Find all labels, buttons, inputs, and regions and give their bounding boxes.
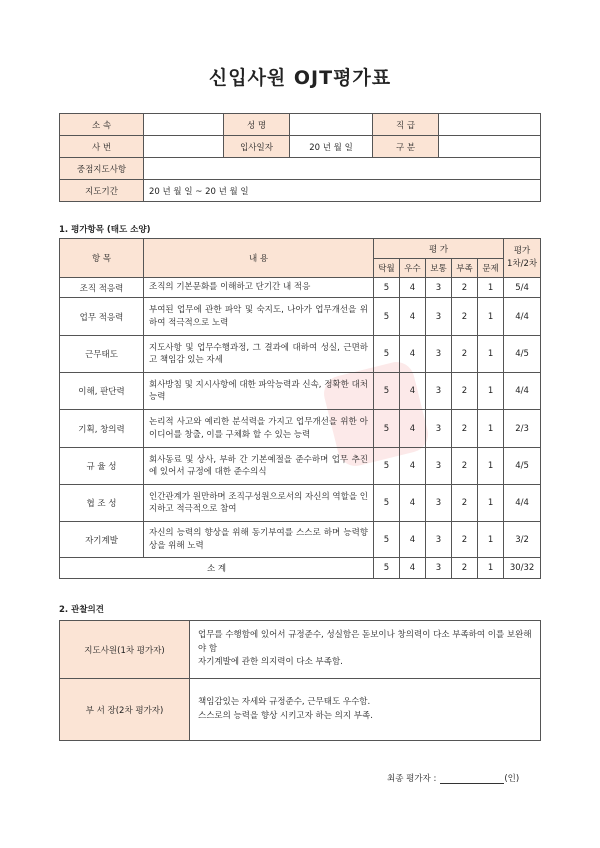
dept-label: 소 속 (60, 114, 144, 136)
eval-scale-value[interactable]: 1 (478, 336, 504, 373)
eval-scale-value[interactable]: 5 (374, 410, 400, 448)
eval-scale-value[interactable]: 2 (452, 410, 478, 448)
comment-line: 책임감있는 자세와 규정준수, 근무태도 우수함. (198, 696, 371, 707)
focus-label: 중점지도사항 (60, 158, 144, 180)
eval-scale-value[interactable]: 5 (374, 336, 400, 373)
eval-scale-value[interactable]: 5 (374, 298, 400, 336)
eval-scale-value[interactable]: 1 (478, 522, 504, 558)
eval-scale-value[interactable]: 2 (452, 298, 478, 336)
final-evaluator (387, 772, 519, 784)
section1-title: 1. 평가항목 (태도 소양) (59, 225, 151, 235)
eval-scale-value[interactable]: 3 (426, 336, 452, 373)
evaluation-table (59, 238, 541, 579)
eval-scale-value[interactable]: 4 (400, 410, 426, 448)
total-scale: 1 (478, 558, 504, 579)
eval-item: 규 율 성 (60, 448, 144, 485)
period-value[interactable]: 20 년 월 일 ~ 20 년 월 일 (144, 180, 541, 202)
category-label: 구 분 (373, 136, 439, 158)
join-date-label: 입사일자 (224, 136, 290, 158)
eval-row (60, 278, 541, 298)
total-label: 소 계 (60, 558, 374, 579)
final-evaluator-label: 최종 평가자 : (387, 774, 437, 784)
eval-scale-value[interactable]: 5 (374, 485, 400, 522)
comment-line: 스스로의 능력을 향상 시키고자 하는 의지 부족. (198, 710, 373, 721)
position-label: 직 급 (373, 114, 439, 136)
signature-line[interactable] (440, 774, 504, 784)
comment-line: 자기계발에 관한 의지력이 다소 부족함. (198, 657, 343, 668)
eval-item: 근무태도 (60, 336, 144, 373)
eval-scale-value[interactable]: 1 (478, 278, 504, 298)
emp-no-label: 사 번 (60, 136, 144, 158)
eval-scale-value[interactable]: 4 (400, 336, 426, 373)
header-item: 항 목 (60, 239, 144, 278)
eval-scale-value[interactable]: 1 (478, 485, 504, 522)
eval-scale-value[interactable]: 4 (400, 298, 426, 336)
eval-score[interactable]: 4/4 (504, 485, 541, 522)
eval-scale-value[interactable]: 4 (400, 448, 426, 485)
eval-item: 협 조 성 (60, 485, 144, 522)
total-scale: 2 (452, 558, 478, 579)
eval-score[interactable]: 4/5 (504, 448, 541, 485)
eval-row (60, 298, 541, 336)
total-scale: 3 (426, 558, 452, 579)
eval-scale-value[interactable]: 4 (400, 522, 426, 558)
eval-scale-value[interactable]: 2 (452, 522, 478, 558)
join-date-value[interactable]: 20 년 월 일 (290, 136, 373, 158)
eval-scale-value[interactable]: 2 (452, 373, 478, 410)
eval-scale-value[interactable]: 4 (400, 278, 426, 298)
eval-scale-value[interactable]: 3 (426, 298, 452, 336)
period-label: 지도기간 (60, 180, 144, 202)
eval-content: 조직의 기본문화를 이해하고 단기간 내 적응 (144, 278, 374, 298)
scale-header: 문제 (478, 259, 504, 278)
dept-value[interactable] (144, 114, 224, 136)
employee-info-table (59, 113, 541, 202)
position-value[interactable] (439, 114, 541, 136)
eval-row (60, 522, 541, 558)
eval-scale-value[interactable]: 5 (374, 522, 400, 558)
eval-scale-value[interactable]: 5 (374, 278, 400, 298)
eval-item: 자기계발 (60, 522, 144, 558)
section2-title: 2. 관찰의견 (59, 605, 104, 615)
eval-score[interactable]: 3/2 (504, 522, 541, 558)
eval-scale-value[interactable]: 1 (478, 373, 504, 410)
eval-content: 부여된 업무에 관한 파악 및 숙지도, 나아가 업무개선을 위하여 적극적으로 노력 (144, 298, 374, 336)
eval-row (60, 373, 541, 410)
eval-scale-value[interactable]: 5 (374, 448, 400, 485)
header-rating: 평 가 (374, 239, 504, 259)
eval-scale-value[interactable]: 1 (478, 410, 504, 448)
eval-scale-value[interactable]: 3 (426, 485, 452, 522)
name-value[interactable] (290, 114, 373, 136)
eval-score[interactable]: 4/4 (504, 373, 541, 410)
eval-row (60, 448, 541, 485)
seal-mark: (인) (504, 774, 520, 784)
total-score[interactable]: 30/32 (504, 558, 541, 579)
eval-scale-value[interactable]: 1 (478, 448, 504, 485)
eval-row (60, 410, 541, 448)
eval-scale-value[interactable]: 3 (426, 522, 452, 558)
eval-item: 조직 적응력 (60, 278, 144, 298)
eval-row (60, 485, 541, 522)
scale-header: 탁월 (374, 259, 400, 278)
eval-score[interactable]: 5/4 (504, 278, 541, 298)
observer2-comment[interactable] (190, 679, 541, 741)
header-score: 평가 1차/2차 (504, 239, 541, 278)
eval-content: 회사동료 및 상사, 부하 간 기본예절을 준수하며 업무 추진에 있어서 규정에 대한 준수의식 (144, 448, 374, 485)
eval-scale-value[interactable]: 2 (452, 485, 478, 522)
eval-scale-value[interactable]: 2 (452, 336, 478, 373)
eval-score[interactable]: 4/4 (504, 298, 541, 336)
total-scale: 4 (400, 558, 426, 579)
header-content: 내 용 (144, 239, 374, 278)
eval-scale-value[interactable]: 1 (478, 298, 504, 336)
eval-content: 자신의 능력의 향상을 위해 동기부여를 스스로 하며 능력향상을 위해 노력 (144, 522, 374, 558)
eval-content: 논리적 사고와 예리한 분석력을 가지고 업무개선을 위한 아이디어를 창출, 이를 구체화 할 수 있는 능력 (144, 410, 374, 448)
page-title: 신입사원 OJT평가표 (208, 67, 392, 89)
scale-header: 부족 (452, 259, 478, 278)
eval-score[interactable]: 2/3 (504, 410, 541, 448)
eval-scale-value[interactable]: 2 (452, 448, 478, 485)
eval-item: 업무 적응력 (60, 298, 144, 336)
observer1-label: 지도사원(1차 평가자) (60, 621, 190, 679)
eval-content: 지도사항 및 업무수행과정, 그 결과에 대하여 성실, 근면하고 책임감 있는 자세 (144, 336, 374, 373)
eval-scale-value[interactable]: 3 (426, 448, 452, 485)
eval-content: 회사방침 및 지시사항에 대한 파악능력과 신속, 정확한 대처능력 (144, 373, 374, 410)
category-value[interactable] (439, 136, 541, 158)
total-scale: 5 (374, 558, 400, 579)
eval-scale-value[interactable]: 4 (400, 373, 426, 410)
emp-no-value[interactable] (144, 136, 224, 158)
observer1-comment[interactable] (190, 621, 541, 679)
scale-header: 보통 (426, 259, 452, 278)
eval-scale-value[interactable]: 2 (452, 278, 478, 298)
observer2-label: 부 서 장(2차 평가자) (60, 679, 190, 741)
eval-row (60, 336, 541, 373)
eval-item: 기획, 창의력 (60, 410, 144, 448)
eval-content: 인간관계가 원만하며 조직구성원으로서의 자신의 역할을 인지하고 적극적으로 참여 (144, 485, 374, 522)
eval-scale-value[interactable]: 3 (426, 373, 452, 410)
focus-value[interactable] (144, 158, 541, 180)
name-label: 성 명 (224, 114, 290, 136)
scale-header: 우수 (400, 259, 426, 278)
observation-table (59, 620, 541, 741)
comment-line: 업무를 수행함에 있어서 규정준수, 성실함은 돋보이나 창의력이 다소 부족하여 이를 보완해야 함 (198, 630, 532, 654)
eval-item: 이해, 판단력 (60, 373, 144, 410)
eval-scale-value[interactable]: 3 (426, 278, 452, 298)
eval-scale-value[interactable]: 5 (374, 373, 400, 410)
eval-score[interactable]: 4/5 (504, 336, 541, 373)
eval-scale-value[interactable]: 3 (426, 410, 452, 448)
eval-scale-value[interactable]: 4 (400, 485, 426, 522)
